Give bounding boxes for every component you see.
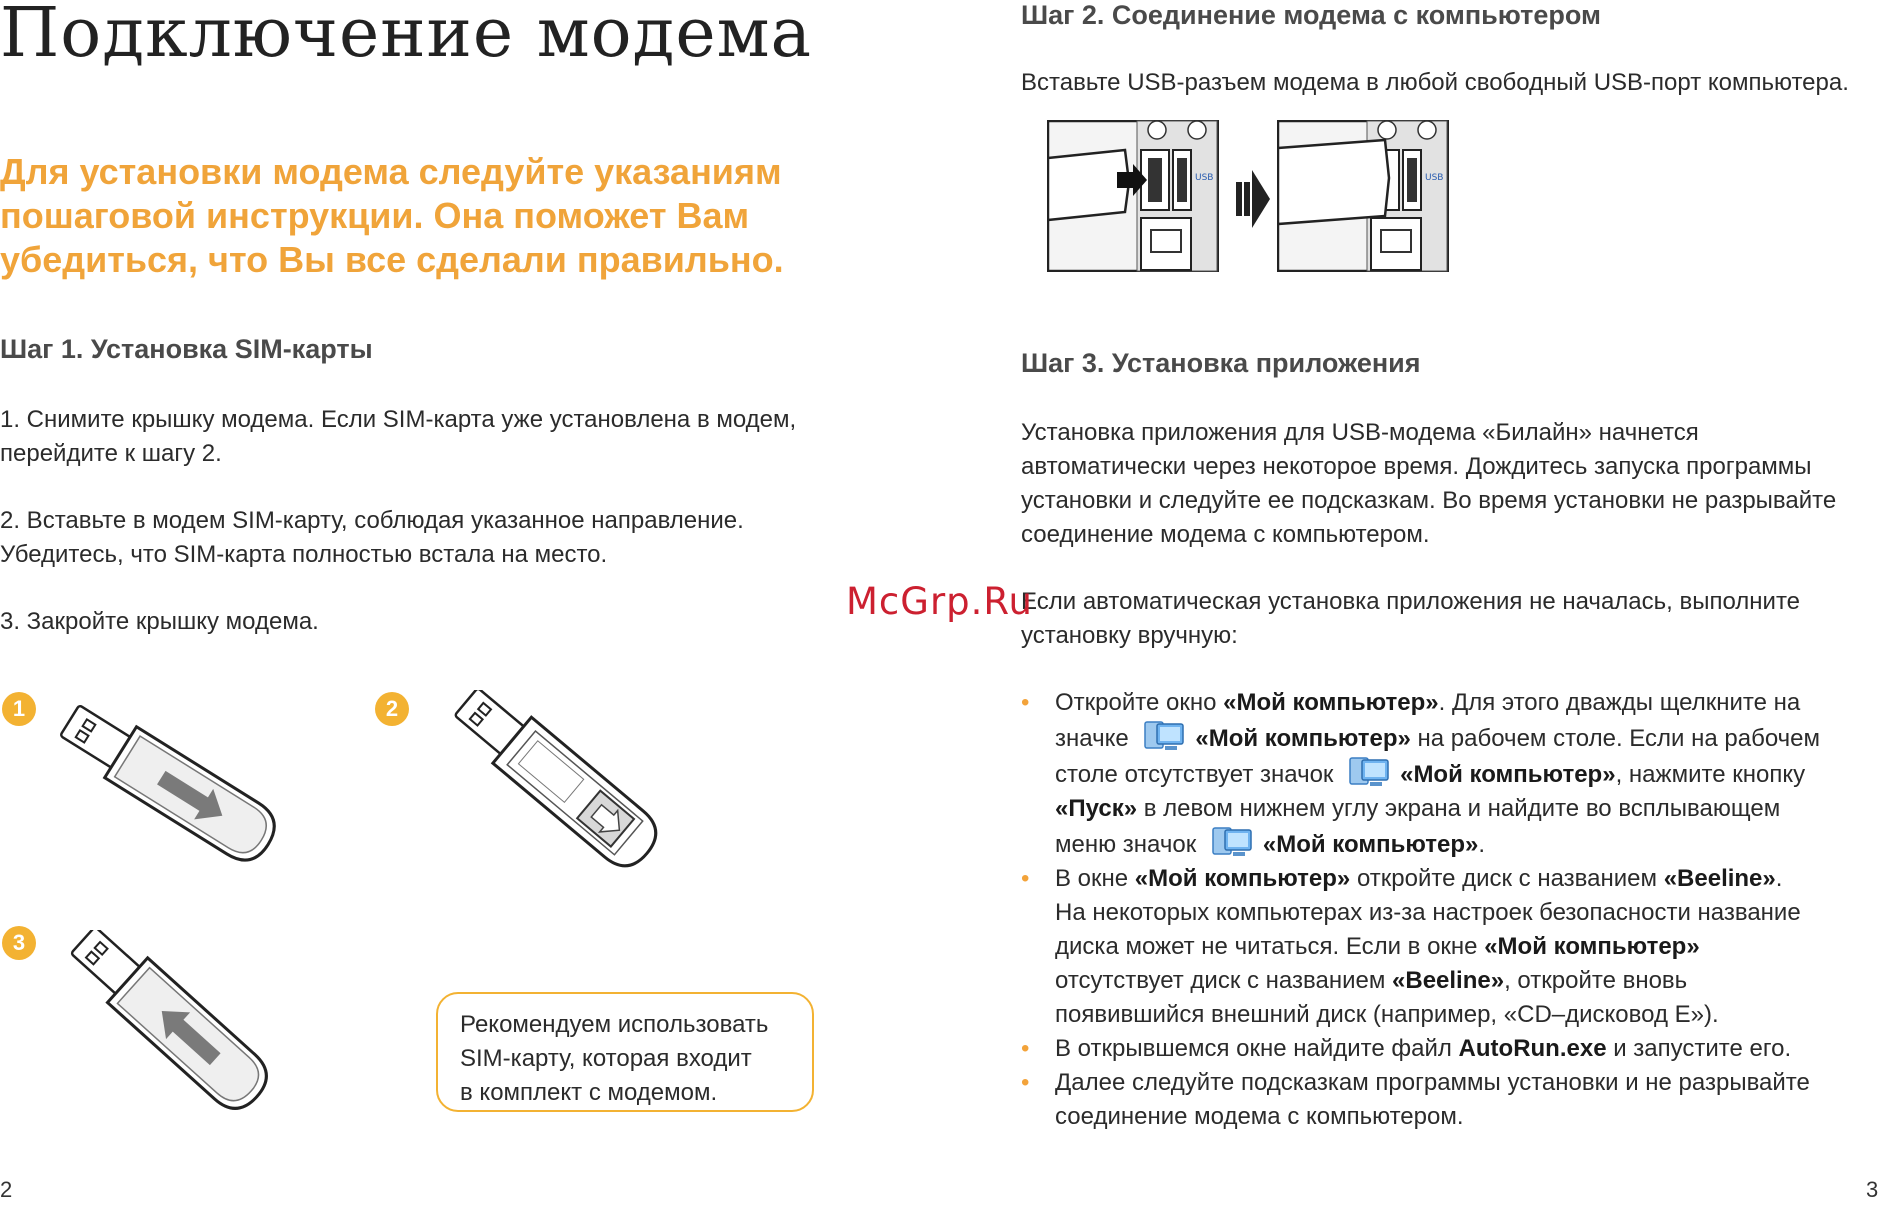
step1-heading: Шаг 1. Установка SIM-карты bbox=[0, 334, 373, 364]
text-line: 3. Закройте крышку модема. bbox=[0, 608, 319, 635]
text-span: столе отсутствует значок bbox=[1055, 761, 1334, 788]
text-span: отсутствует диск с названием bbox=[1055, 967, 1393, 994]
figure-number-3: 3 bbox=[2, 926, 36, 960]
text-line: установку вручную: bbox=[1021, 622, 1238, 649]
text-span: Откройте окно bbox=[1055, 689, 1224, 716]
text-span: . bbox=[1478, 831, 1486, 858]
list-item bbox=[1021, 686, 1881, 862]
text-span: откройте диск с названием bbox=[1350, 865, 1664, 892]
text-span: значке bbox=[1055, 725, 1129, 752]
figure-number-1: 1 bbox=[2, 692, 36, 726]
bold-text: «Пуск» bbox=[1055, 795, 1138, 822]
step1-item-3 bbox=[0, 605, 860, 639]
step3-heading: Шаг 3. Установка приложения bbox=[1021, 348, 1421, 378]
modem-close-cover-illustration bbox=[48, 930, 278, 1140]
page-number-right: 3 bbox=[1866, 1177, 1879, 1202]
intro-line: Для установки модема следуйте указаниям bbox=[0, 151, 782, 192]
bold-text: «Мой компьютер» bbox=[1223, 689, 1439, 716]
text-line: установки и следуйте ее подсказкам. Во время установки не разрывайте bbox=[1021, 487, 1837, 514]
bold-text: «Beeline» bbox=[1392, 967, 1505, 994]
watermark: McGrp.Ru bbox=[846, 580, 1033, 623]
bold-text: «Мой компьютер» bbox=[1484, 933, 1700, 960]
intro-line: убедиться, что Вы все сделали правильно. bbox=[0, 239, 784, 280]
bold-text: «Мой компьютер» bbox=[1195, 725, 1411, 752]
text-line: Если автоматическая установка приложения не началась, выполните bbox=[1021, 588, 1801, 615]
step2-heading: Шаг 2. Соединение модема с компьютером bbox=[1021, 0, 1602, 30]
page-number-left: 2 bbox=[0, 1177, 13, 1202]
bold-text: «Мой компьютер» bbox=[1400, 761, 1616, 788]
page-title: Подключение модема bbox=[0, 0, 813, 73]
figure-number-2: 2 bbox=[375, 692, 409, 726]
usb-before-illustration bbox=[1047, 120, 1219, 272]
text-span: и запустите его. bbox=[1606, 1035, 1792, 1062]
text-span: на рабочем столе. Если на рабочем bbox=[1410, 725, 1821, 752]
text-line: автоматически через некоторое время. Дождитесь запуска программы bbox=[1021, 453, 1812, 480]
text-span: , откройте вновь bbox=[1504, 967, 1688, 994]
text-line: На некоторых компьютерах из-за настроек безопасности название bbox=[1055, 899, 1801, 926]
bullet-marker: • bbox=[1021, 1035, 1030, 1062]
step2-text: Вставьте USB-разъем модема в любой свободный USB-порт компьютера. bbox=[1021, 69, 1849, 96]
note-line: в комплект с модемом. bbox=[460, 1079, 718, 1106]
recommendation-note bbox=[436, 992, 814, 1112]
my-computer-icon bbox=[1143, 720, 1187, 754]
step3-paragraph-2 bbox=[1021, 585, 1881, 653]
text-line: 1. Снимите крышку модема. Если SIM-карта уже установлена в модем, bbox=[0, 406, 797, 433]
note-line: SIM-карту, которая входит bbox=[460, 1045, 752, 1072]
text-span: меню значок bbox=[1055, 831, 1197, 858]
modem-insert-sim-illustration bbox=[436, 690, 666, 900]
usb-after-illustration bbox=[1277, 120, 1449, 272]
text-line: соединение модема с компьютером. bbox=[1021, 521, 1430, 548]
text-line: Убедитесь, что SIM-карта полностью встала на место. bbox=[0, 541, 608, 568]
text-span: В окне bbox=[1055, 865, 1135, 892]
step1-item-2 bbox=[0, 504, 860, 572]
text-line: Далее следуйте подсказкам программы установки и не разрывайте bbox=[1055, 1069, 1810, 1096]
bullet-marker: • bbox=[1021, 865, 1030, 892]
intro-line: пошаговой инструкции. Она поможет Вам bbox=[0, 195, 750, 236]
text-span: , нажмите кнопку bbox=[1615, 761, 1806, 788]
bullet-marker: • bbox=[1021, 689, 1030, 716]
text-line: перейдите к шагу 2. bbox=[0, 440, 222, 467]
bold-text: «Beeline» bbox=[1663, 865, 1776, 892]
text-span: В открывшемся окне найдите файл bbox=[1055, 1035, 1459, 1062]
text-line: соединение модема с компьютером. bbox=[1055, 1103, 1464, 1130]
list-item bbox=[1021, 862, 1881, 1032]
my-computer-icon bbox=[1211, 826, 1255, 860]
bold-text: «Мой компьютер» bbox=[1262, 831, 1479, 858]
intro-text bbox=[0, 150, 860, 282]
text-line: появившийся внешний диск (например, «CD–дисковод E»). bbox=[1055, 1001, 1719, 1028]
step3-paragraph-1 bbox=[1021, 416, 1881, 552]
usb-label: USB bbox=[1195, 173, 1214, 183]
text-line: 2. Вставьте в модем SIM-карту, соблюдая указанное направление. bbox=[0, 507, 744, 534]
text-span: . bbox=[1775, 865, 1783, 892]
modem-remove-cover-illustration bbox=[50, 695, 280, 905]
step1-item-1 bbox=[0, 403, 860, 471]
bullet-marker: • bbox=[1021, 1069, 1030, 1096]
usb-label: USB bbox=[1425, 173, 1444, 183]
my-computer-icon bbox=[1348, 756, 1392, 790]
arrow-right-icon bbox=[1236, 166, 1270, 232]
bold-text: «Мой компьютер» bbox=[1134, 865, 1351, 892]
step3-instructions bbox=[1021, 686, 1881, 1134]
list-item bbox=[1021, 1066, 1881, 1134]
note-line: Рекомендуем использовать bbox=[460, 1011, 769, 1038]
text-span: . Для этого дважды щелкните на bbox=[1438, 689, 1801, 716]
bold-text: AutoRun.exe bbox=[1458, 1035, 1607, 1062]
text-span: в левом нижнем углу экрана и найдите во всплывающем bbox=[1137, 795, 1781, 822]
text-line: Установка приложения для USB-модема «Билайн» начнется bbox=[1021, 419, 1699, 446]
text-span: диска может не читаться. Если в окне bbox=[1055, 933, 1485, 960]
list-item bbox=[1021, 1032, 1881, 1066]
